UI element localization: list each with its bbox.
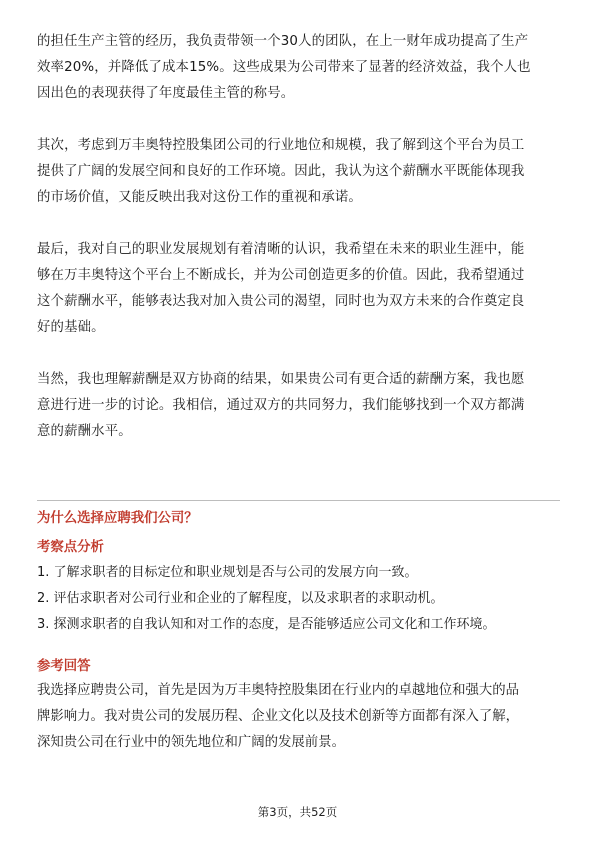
reference-heading: 参考回答: [37, 659, 91, 674]
list-item: 1. 了解求职者的目标定位和职业规划是否与公司的发展方向一致。: [37, 565, 418, 580]
analysis-list: [37, 560, 562, 638]
paragraph-experience: 的担任生产主管的经历，我负责带领一个30人的团队，在上一财年成功提高了生产 效率20%，并降低了成本15%。这些成果为公司带来了显著的经济效益，我个人也 因出色的表现获得了年度最佳主管的称号。: [37, 34, 531, 101]
analysis-heading: 考察点分析: [37, 540, 104, 555]
list-item: 3. 探测求职者的自我认知和对工作的态度，是否能够适应公司文化和工作环境。: [37, 617, 496, 632]
paragraph-career-plan: 最后，我对自己的职业发展规划有着清晰的认识，我希望在未来的职业生涯中，能 够在万丰奥特这个平台上不断成长，并为公司创造更多的价值。因此，我希望通过 这个薪酬水平，能够表达我对加入贵公司的渴望，同时也为双方未来的合作奠定良 好的基础。: [37, 242, 525, 335]
list-item: 2. 评估求职者对公司行业和企业的了解程度，以及求职者的求职动机。: [37, 591, 444, 606]
question-title: 为什么选择应聘我们公司？: [37, 511, 198, 526]
section-divider: [37, 500, 560, 501]
body-text: [37, 29, 562, 445]
paragraph-negotiation: 当然，我也理解薪酬是双方协商的结果，如果贵公司有更合适的薪酬方案，我也愿 意进行进一步的讨论。我相信，通过双方的共同努力，我们能够找到一个双方都满 意的薪酬水平。: [37, 372, 525, 439]
paragraph-platform: 其次，考虑到万丰奥特控股集团公司的行业地位和规模，我了解到这个平台为员工 提供了广阔的发展空间和良好的工作环境。因此，我认为这个薪酬水平既能体现我 的市场价值，又能反映出我对这份工作的重视和承诺。: [37, 138, 525, 205]
reference-answer: 我选择应聘贵公司，首先是因为万丰奥特控股集团在行业内的卓越地位和强大的品 牌影响力。我对贵公司的发展历程、企业文化以及技术创新等方面都有深入了解， 深知贵公司在行业中的领先地位和广阔的发展前景。: [37, 683, 520, 750]
reference-section: [37, 656, 562, 756]
page-number: 第3页，共52页: [257, 805, 338, 819]
analysis-section: [37, 537, 562, 638]
